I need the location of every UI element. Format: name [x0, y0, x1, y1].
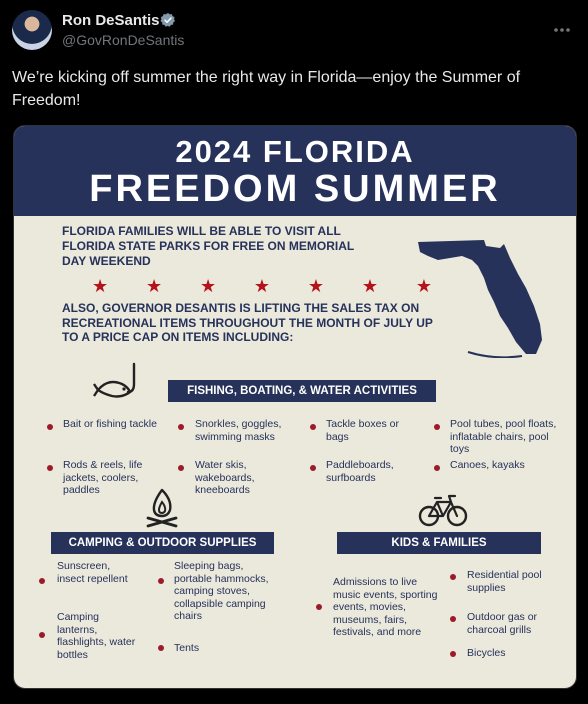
- list-item: Canoes, kayaks: [450, 459, 525, 471]
- bullet: [310, 424, 316, 430]
- bullet: [434, 465, 440, 471]
- bullet: [450, 574, 456, 580]
- star: ★: [92, 276, 109, 296]
- star: ★: [415, 276, 432, 296]
- verified-badge-icon: [160, 12, 176, 28]
- bullet: [39, 578, 45, 584]
- list-item: Admissions to live music events, sporting events, movies, museums, fairs, festivals, and more: [333, 576, 438, 639]
- list-item: Pool tubes, pool floats, inflatable chairs, pool toys: [450, 418, 557, 456]
- list-item: Camping lanterns, flashlights, water bottles: [57, 611, 136, 661]
- list-item: Paddleboards, surfboards: [326, 459, 394, 484]
- sales-tax-text: ALSO, GOVERNOR DESANTIS IS LIFTING THE SALES TAX ON RECREATIONAL ITEMS THROUGHOUT THE MONTH OF JULY UP TO A PRICE CAP ON ITEMS INCLUDING:: [62, 301, 433, 344]
- star-divider: [92, 276, 432, 297]
- star: ★: [145, 276, 163, 296]
- tweet-header: [12, 10, 572, 50]
- list-item: Bait or fishing tackle: [63, 418, 157, 430]
- bullet: [158, 645, 164, 651]
- list-item: Tents: [174, 642, 200, 654]
- list-item: Tackle boxes or bags: [326, 418, 399, 443]
- bullet: [450, 616, 456, 622]
- more-horizontal-icon[interactable]: [552, 20, 572, 40]
- camping-section-title: CAMPING & OUTDOOR SUPPLIES: [51, 532, 274, 554]
- bullet: [158, 578, 164, 584]
- bullet: [178, 424, 184, 430]
- bullet: [316, 604, 322, 610]
- author-handle[interactable]: @GovRonDeSantis: [62, 32, 185, 48]
- bullet: [450, 651, 456, 657]
- list-item: Bicycles: [467, 647, 506, 659]
- state-parks-text: FLORIDA FAMILIES WILL BE ABLE TO VISIT ALL FLORIDA STATE PARKS FOR FREE ON MEMORIAL DAY WEEKEND: [62, 224, 354, 268]
- fishing-section-title: FISHING, BOATING, & WATER ACTIVITIES: [168, 380, 436, 402]
- bullet: [47, 465, 53, 471]
- bullet: [434, 424, 440, 430]
- campfire-icon: [142, 486, 182, 528]
- bullet: [178, 465, 184, 471]
- author-name[interactable]: Ron DeSantis: [62, 12, 160, 29]
- star: ★: [199, 276, 217, 296]
- star: ★: [361, 276, 378, 296]
- graphic-year: 2024 FLORIDA: [175, 134, 415, 169]
- list-item: Sunscreen, insect repellent: [57, 560, 128, 585]
- list-item: Snorkles, goggles, swimming masks: [195, 418, 282, 443]
- list-item: Sleeping bags, portable hammocks, camping stoves, collapsible camping chairs: [174, 560, 269, 623]
- list-item: Outdoor gas or charcoal grills: [467, 611, 538, 636]
- star: ★: [253, 276, 271, 296]
- list-item: Rods & reels, life jackets, coolers, paddles: [63, 459, 143, 497]
- graphic-banner: [14, 126, 576, 216]
- graphic-title: FREEDOM SUMMER: [89, 168, 501, 210]
- list-item: Residential pool supplies: [467, 569, 542, 594]
- bullet: [310, 465, 316, 471]
- fish-hook-icon: [92, 362, 144, 406]
- tweet-text: We’re kicking off summer the right way in Florida—enjoy the Summer of Freedom!: [12, 69, 521, 109]
- bullet: [39, 632, 45, 638]
- list-item: Water skis, wakeboards, kneeboards: [195, 459, 255, 497]
- bullet: [47, 424, 53, 430]
- kids-section-title: KIDS & FAMILIES: [337, 532, 541, 554]
- star: ★: [307, 276, 325, 296]
- bicycle-icon: [418, 492, 468, 528]
- tweet-image[interactable]: [13, 125, 577, 689]
- avatar[interactable]: [12, 10, 52, 50]
